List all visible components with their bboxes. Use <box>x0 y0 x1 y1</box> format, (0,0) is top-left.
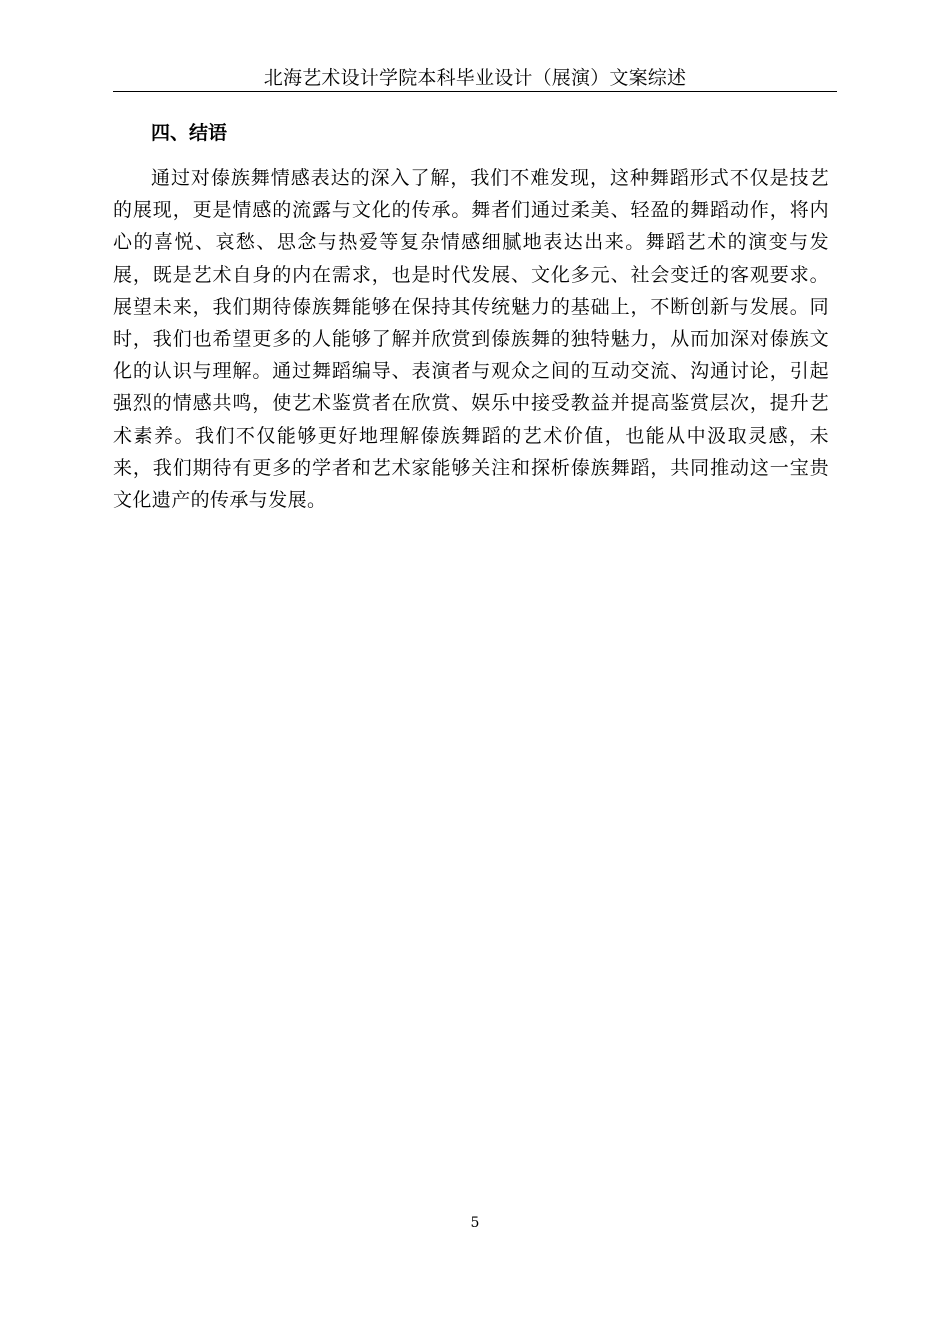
section-heading: 四、结语 <box>151 122 228 144</box>
body-paragraph: 通过对傣族舞情感表达的深入了解，我们不难发现，这种舞蹈形式不仅是技艺的展现，更是情感的流露与文化的传承。舞者们通过柔美、轻盈的舞蹈动作，将内心的喜悦、哀愁、思念与热爱等复杂情感细腻地表达出来。舞蹈艺术的演变与发展，既是艺术自身的内在需求，也是时代发展、文化多元、社会变迁的客观要求。展望未来，我们期待傣族舞能够在保持其传统魅力的基础上，不断创新与发展。同时，我们也希望更多的人能够了解并欣赏到傣族舞的独特魅力，从而加深对傣族文化的认识与理解。通过舞蹈编导、表演者与观众之间的互动交流、沟通讨论，引起强烈的情感共鸣，使艺术鉴赏者在欣赏、娱乐中接受教益并提高鉴赏层次，提升艺术素养。我们不仅能够更好地理解傣族舞蹈的艺术价值，也能从中汲取灵感，未来，我们期待有更多的学者和艺术家能够关注和探析傣族舞蹈，共同推动这一宝贵文化遗产的传承与发展。 <box>113 167 829 512</box>
page-number: 5 <box>470 1215 480 1231</box>
page-header-title: 北海艺术设计学院本科毕业设计（展演）文案综述 <box>263 67 687 89</box>
header-divider <box>113 91 837 92</box>
